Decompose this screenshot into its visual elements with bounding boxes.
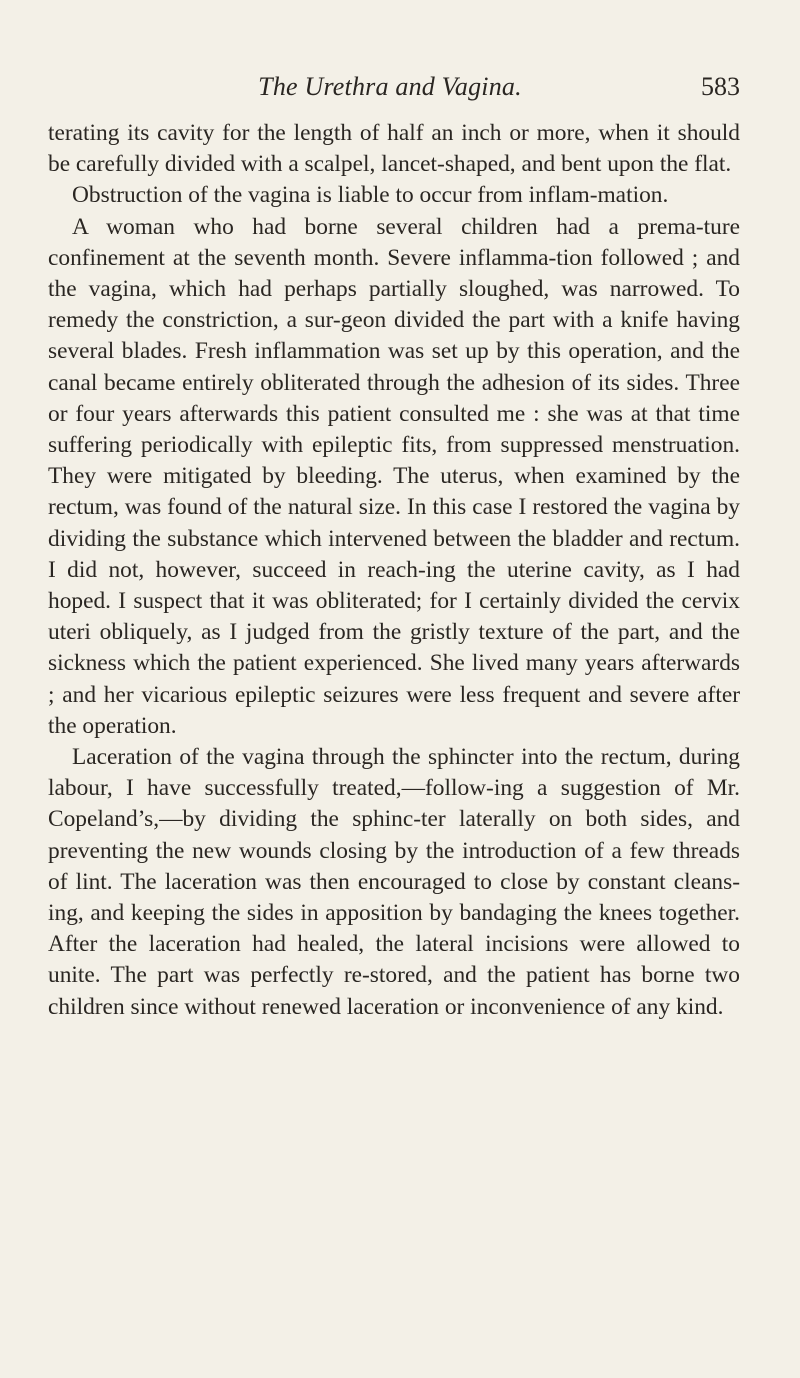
running-title: The Urethra and Vagina. (258, 72, 522, 101)
paragraph-obstruction: Obstruction of the vagina is liable to occur from inflam-mation. (72, 182, 669, 209)
paragraph-laceration: Laceration of the vagina through the sphincter into the rectum, during labour, I have successfully treated,—follow-ing a suggestion of Mr. Copeland’s,—by dividing the sphinc-ter laterally on both sides, and preventing the new wounds closing by the introduction of a few threads of lint. The laceration was then encouraged to close by constant cleans-ing, and keeping the sides in apposition by bandaging the knees together. After the laceration had healed, the lateral incisions were allowed to unite. The part was perfectly re-stored, and the patient has borne two children since without renewed laceration or inconvenience of any kind. (48, 744, 740, 1020)
paragraph-continuation: terating its cavity for the length of half an inch or more, when it should be carefully divided with a scalpel, lancet-shaped, and bent upon the flat. (48, 120, 740, 178)
paragraph-case-history: A woman who had borne several children had a prema-ture confinement at the seventh month. Severe inflamma-tion followed ; and the vagina, which had perhaps partially sloughed, was narrowed. To remedy the constriction, a sur-geon divided the part with a knife having several blades. Fresh inflammation was set up by this operation, and the canal became entirely obliterated through the adhesion of its sides. Three or four years afterwards this patient consulted me : she was at that time suffering periodically with epileptic fits, from suppressed menstruation. They were mitigated by bleeding. The uterus, when examined by the rectum, was found of the natural size. In this case I restored the vagina by dividing the substance which intervened between the bladder and rectum. I did not, however, succeed in reach-ing the uterine cavity, as I had hoped. I suspect that it was obliterated; for I certainly divided the cervix uteri obliquely, as I judged from the gristly texture of the part, and the sickness which the patient experienced. She lived many years afterwards ; and her vicarious epileptic seizures were less frequent and severe after the operation. (48, 213, 740, 739)
page-number: 583 (701, 72, 740, 101)
body-text (48, 118, 740, 1023)
running-head (40, 72, 740, 112)
